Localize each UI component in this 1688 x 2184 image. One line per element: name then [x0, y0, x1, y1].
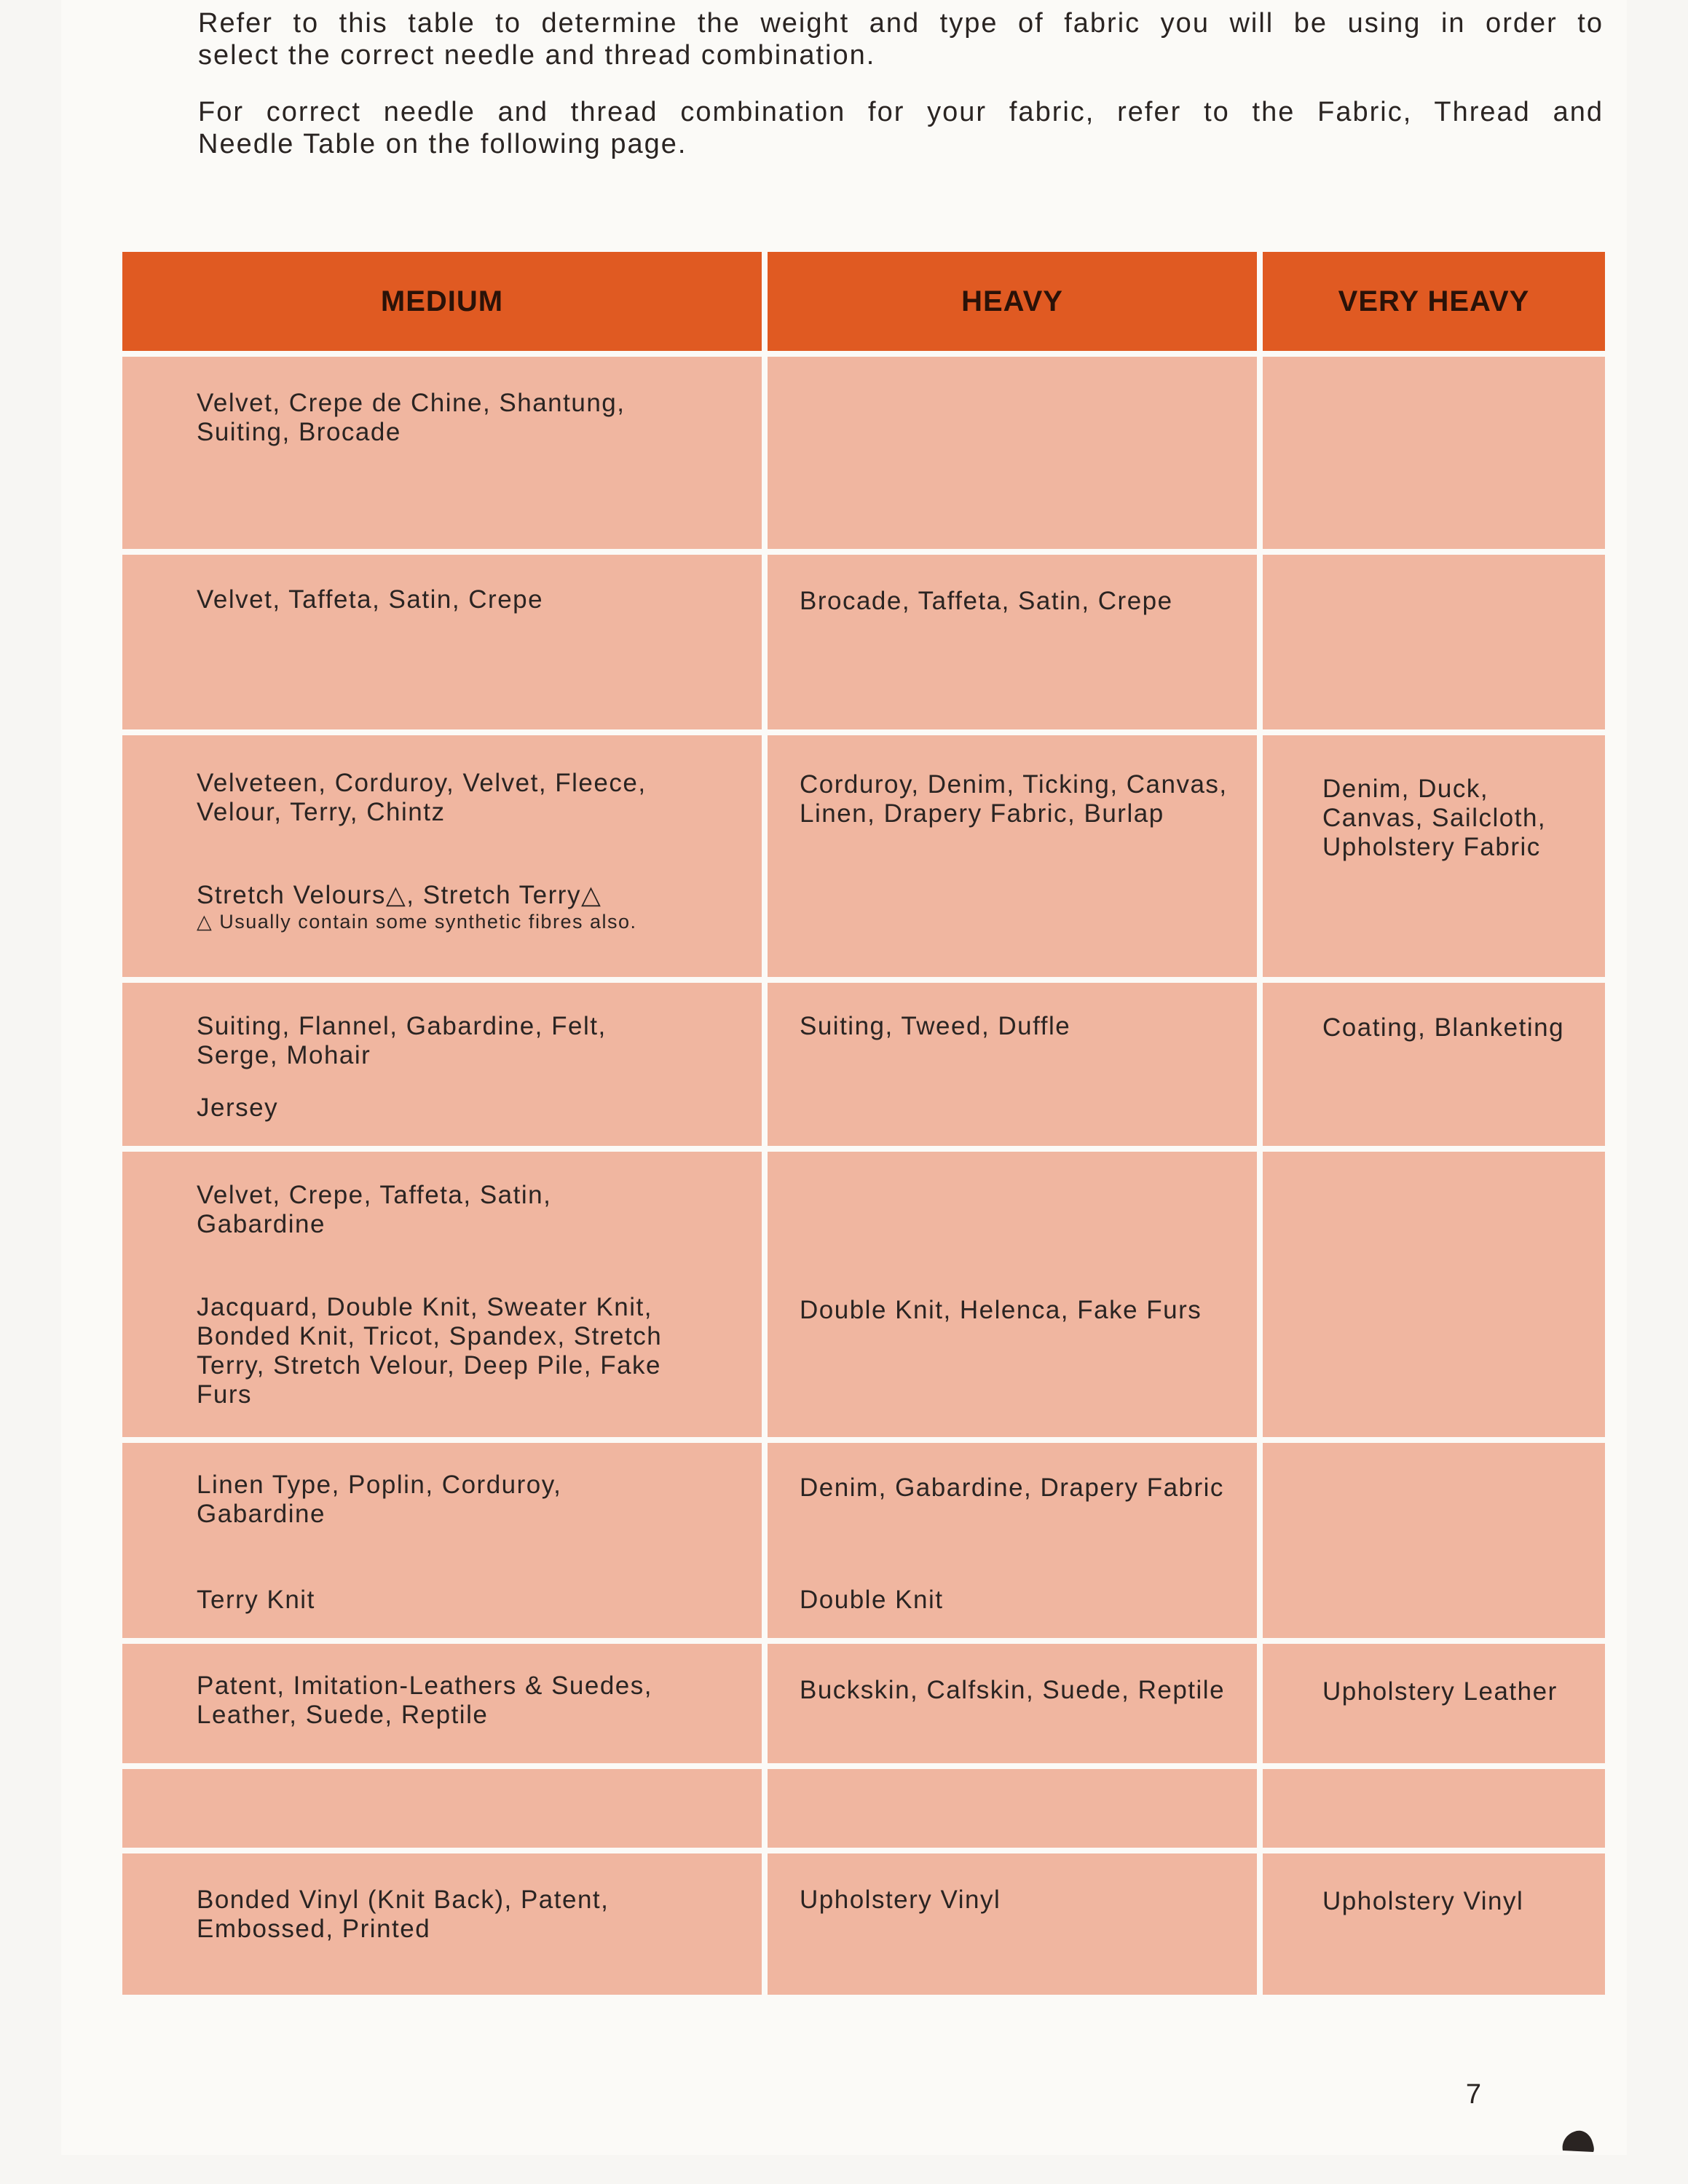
cell-medium	[122, 1443, 762, 1638]
cell-text: Corduroy, Denim, Ticking, Canvas, Linen, Drapery Fabric, Burlap	[800, 770, 1228, 828]
cell-text: Brocade, Taffeta, Satin, Crepe	[800, 587, 1173, 615]
cell-very-heavy	[1263, 1769, 1605, 1848]
table-row	[122, 1152, 1605, 1437]
intro-paragraph-2	[198, 96, 1604, 160]
cell-medium	[122, 983, 762, 1146]
intro-p1-line2: select the correct needle and thread combination.	[198, 40, 876, 71]
cell-text: Double Knit, Helenca, Fake Furs	[800, 1296, 1202, 1324]
cell-text: Denim, Duck, Canvas, Sailcloth, Upholstery Fabric	[1322, 775, 1547, 861]
intro-p2-line2: Needle Table on the following page.	[198, 129, 687, 159]
table-row	[122, 1644, 1605, 1763]
cell-very-heavy	[1263, 1152, 1605, 1437]
cell-heavy	[768, 1152, 1257, 1437]
cell-text: Suiting, Tweed, Duffle	[800, 1012, 1071, 1040]
table-row	[122, 735, 1605, 977]
table-row	[122, 1853, 1605, 1995]
table-row	[122, 1443, 1605, 1638]
cell-text-terry-knit: Terry Knit	[197, 1586, 315, 1614]
cell-text: Denim, Gabardine, Drapery Fabric	[800, 1473, 1224, 1502]
cell-text: Coating, Blanketing	[1322, 1013, 1565, 1042]
intro-p2-line1: For correct needle and thread combination for your fabric, refer to the Fabric, Thread and	[198, 97, 1604, 127]
cell-medium	[122, 555, 762, 729]
cell-footnote: △ Usually contain some synthetic fibres also.	[197, 911, 637, 933]
header-heavy: HEAVY	[768, 252, 1257, 351]
cell-text: Upholstery Leather	[1322, 1677, 1558, 1706]
cell-text-knits: Jacquard, Double Knit, Sweater Knit, Bonded Knit, Tricot, Spandex, Stretch Terry, Stretch Velour, Deep Pile, Fake Furs	[197, 1293, 663, 1409]
cell-medium	[122, 1152, 762, 1437]
cell-heavy	[768, 1769, 1257, 1848]
header-medium: MEDIUM	[122, 252, 762, 351]
cell-text: Bonded Vinyl (Knit Back), Patent, Embossed, Printed	[197, 1886, 610, 1943]
cell-medium	[122, 1853, 762, 1995]
cell-very-heavy	[1263, 555, 1605, 729]
cell-text: Velvet, Taffeta, Satin, Crepe	[197, 585, 544, 614]
cell-very-heavy	[1263, 1853, 1605, 1995]
page-number: 7	[1465, 2079, 1481, 2110]
table-row	[122, 357, 1605, 549]
cell-text-jersey: Jersey	[197, 1093, 279, 1122]
cell-very-heavy	[1263, 357, 1605, 549]
table-row	[122, 983, 1605, 1146]
cell-heavy	[768, 735, 1257, 977]
cell-very-heavy	[1263, 1443, 1605, 1638]
cell-heavy	[768, 1853, 1257, 1995]
cell-very-heavy	[1263, 983, 1605, 1146]
cell-text: Upholstery Vinyl	[1322, 1887, 1524, 1915]
page	[61, 0, 1627, 2155]
cell-very-heavy	[1263, 1644, 1605, 1763]
cell-text: Suiting, Flannel, Gabardine, Felt, Serge, Mohair	[197, 1012, 607, 1069]
cell-text: Velveteen, Corduroy, Velvet, Fleece, Velour, Terry, Chintz	[197, 769, 647, 826]
cell-text: Velvet, Crepe de Chine, Shantung, Suiting, Brocade	[197, 389, 626, 446]
intro-paragraph-1	[198, 7, 1604, 71]
cell-text: Buckskin, Calfskin, Suede, Reptile	[800, 1676, 1226, 1704]
cell-heavy	[768, 983, 1257, 1146]
cell-text: Linen Type, Poplin, Corduroy, Gabardine	[197, 1471, 562, 1528]
cell-heavy	[768, 1443, 1257, 1638]
cell-heavy	[768, 555, 1257, 729]
cell-medium	[122, 1769, 762, 1848]
table-header-row	[122, 252, 1605, 351]
cell-heavy	[768, 1644, 1257, 1763]
corner-mark	[1560, 2126, 1596, 2153]
table-row	[122, 1769, 1605, 1848]
cell-text-stretch: Stretch Velours△, Stretch Terry△	[197, 881, 602, 909]
header-very-heavy: VERY HEAVY	[1263, 252, 1605, 351]
cell-text-double-knit: Double Knit	[800, 1586, 944, 1614]
intro-p1-line1: Refer to this table to determine the weight and type of fabric you will be using in order to	[198, 8, 1604, 39]
cell-heavy	[768, 357, 1257, 549]
cell-very-heavy	[1263, 735, 1605, 977]
cell-text: Patent, Imitation-Leathers & Suedes, Leather, Suede, Reptile	[197, 1671, 652, 1729]
cell-medium	[122, 357, 762, 549]
cell-medium	[122, 1644, 762, 1763]
cell-medium	[122, 735, 762, 977]
table-row	[122, 555, 1605, 729]
cell-text: Upholstery Vinyl	[800, 1886, 1001, 1914]
cell-text: Velvet, Crepe, Taffeta, Satin, Gabardine	[197, 1181, 552, 1238]
